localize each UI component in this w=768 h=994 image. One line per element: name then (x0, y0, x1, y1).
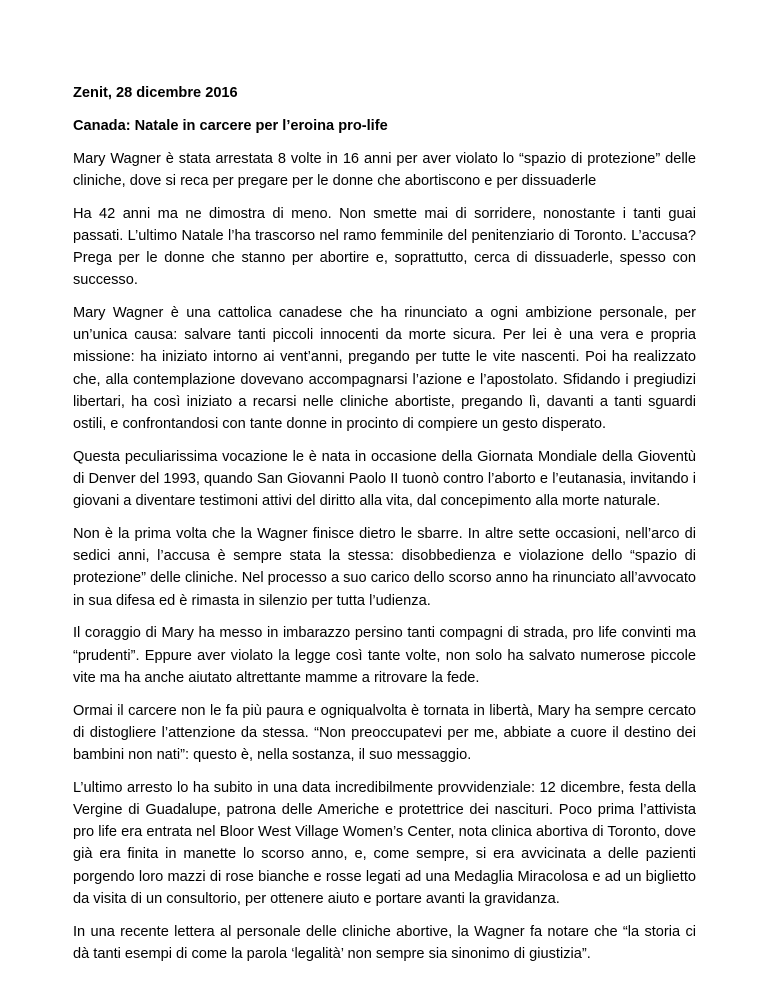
source-date-line: Zenit, 28 dicembre 2016 (73, 85, 238, 101)
paragraph-4: Questa peculiarissima vocazione le è nata in occasione della Giornata Mondiale della Gioventù di Denver del 1993, quando San Giovanni Paolo II tuonò contro l’aborto e l’eutanasia, invitando i giovani a diventare testimoni attivi del diritto alla vita, dal concepimento alla morte naturale. (73, 448, 696, 510)
paragraph-9: In una recente lettera al personale delle cliniche abortive, la Wagner fa notare che “la storia ci dà tanti esempi di come la parola ‘legalità’ non sempre sia sinonimo di giustizia”. (73, 923, 696, 962)
article-headline: Canada: Natale in carcere per l’eroina pro-life (73, 117, 388, 134)
paragraph-7: Ormai il carcere non le fa più paura e ogniqualvolta è tornata in libertà, Mary ha sempre cercato di distogliere l’attenzione da stessa. “Non preoccupatevi per me, abbiate a cuore il destino dei bambini non nati”: questo è, nella sostanza, il suo messaggio. (73, 702, 696, 764)
paragraph-5: Non è la prima volta che la Wagner finisce dietro le sbarre. In altre sette occasioni, nell’arco di sedici anni, l’accusa è sempre stata la stessa: disobbedienza e violazione dello “spazio di protezione” delle cliniche. Nel processo a suo carico dello scorso anno ha rinunciato all’avvocato in sua difesa ed è rimasta in silenzio per tutta l’udienza. (73, 526, 697, 609)
paragraph-3: Mary Wagner è una cattolica canadese che ha rinunciato a ogni ambizione personale, per un’unica causa: salvare tanti piccoli innocenti da morte sicura. Per lei è una vera e propria missione: ha iniziato intorno ai vent’anni, pregando per tutte le vite nascenti. Poi ha realizzato che, alla contemplazione dovevano accompagnarsi l’azione e l’apostolato. Sfidando i pregiudizi libertari, ha così iniziato a recarsi nelle cliniche abortiste, pregando lì, davanti a tanti sguardi ostili, e confrontandosi con tante donne in procinto di compiere un gesto disperato. (73, 305, 696, 433)
article-body (73, 82, 696, 976)
paragraph-1: Mary Wagner è stata arrestata 8 volte in 16 anni per aver violato lo “spazio di protezione” delle cliniche, dove si reca per pregare per le donne che abortiscono e per dissuaderle (73, 150, 696, 189)
paragraph-6: Il coraggio di Mary ha messo in imbarazzo persino tanti compagni di strada, pro life convinti ma “prudenti”. Eppure aver violato la legge così tante volte, non solo ha salvato numerose piccole vite ma ha anche aiutato altrettante mamme a ritrovare la fede. (73, 625, 696, 686)
paragraph-8: L’ultimo arresto lo ha subito in una data incredibilmente provvidenziale: 12 dicembre, festa della Vergine di Guadalupe, patrona delle Americhe e protettrice dei nascituri. Poco prima l’attivista pro life era entrata nel Bloor West Village Women’s Center, nota clinica abortiva di Toronto, dove già era finita in manette lo scorso anno, e, come sempre, si era avvicinata a delle pazienti porgendo loro mazzi di rose bianche e rosse legati ad una Medaglia Miracolosa e ad un biglietto da visita di un consultorio, per ottenere aiuto e portare avanti la gravidanza. (73, 779, 696, 907)
paragraph-2: Ha 42 anni ma ne dimostra di meno. Non smette mai di sorridere, nonostante i tanti guai passati. L’ultimo Natale l’ha trascorso nel ramo femminile del penitenziario di Toronto. L’accusa? Prega per le donne che stanno per abortire e, soprattutto, cerca di dissuaderle, spesso con successo. (73, 205, 696, 289)
